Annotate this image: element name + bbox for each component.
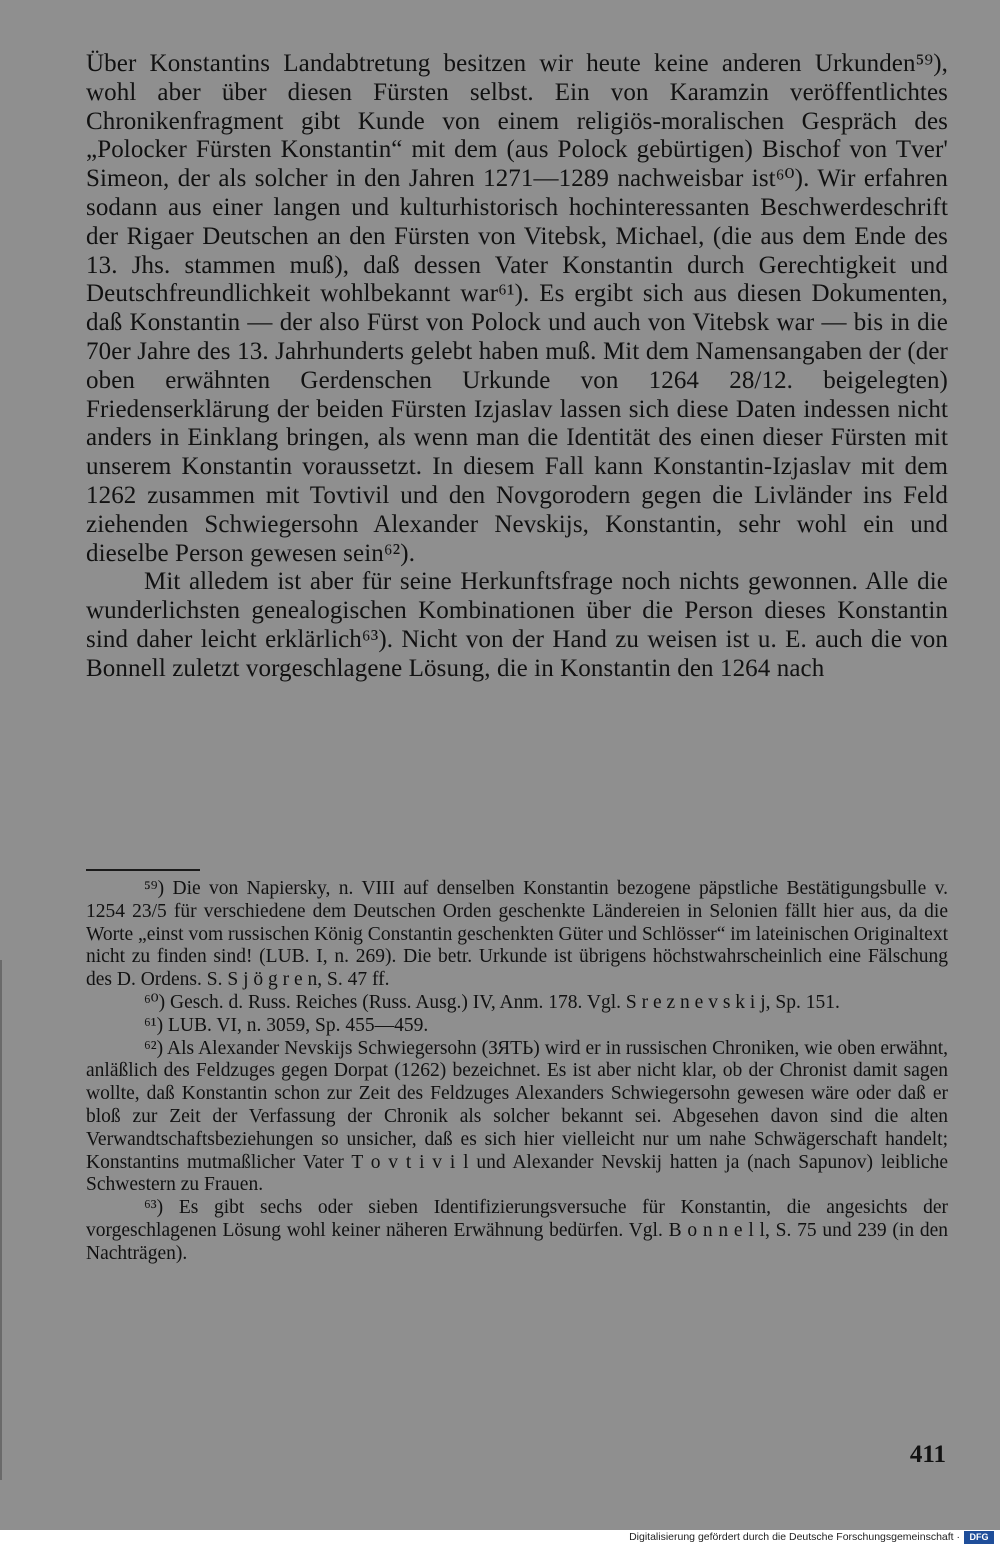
page-number: 411 xyxy=(909,1441,946,1468)
footnotes xyxy=(86,878,948,1266)
paragraph-2: Mit alledem ist aber für seine Herkunftsfrage noch nichts gewonnen. Alle die wunderlichsten genealogischen Kombinationen über die Person dieses Konstantin sind daher leicht erklärlich⁶³). Nicht von der Hand zu weisen ist u. E. auch die von Bonnell zuletzt vorgeschlagene Lösung, die in Konstantin den 1264 nach xyxy=(86,568,948,682)
footnote-separator xyxy=(86,869,200,871)
main-text xyxy=(86,50,948,684)
footnote-60: ⁶⁰) Gesch. d. Russ. Reiches (Russ. Ausg.) IV, Anm. 178. Vgl. S r e z n e v s k i j, Sp. 151. xyxy=(144,991,840,1013)
footer-credit: Digitalisierung gefördert durch die Deutsche Forschungsgemeinschaft · xyxy=(629,1531,960,1543)
dfg-logo: DFG xyxy=(964,1531,994,1544)
paragraph-1: Über Konstantins Landabtretung besitzen wir heute keine anderen Urkunden⁵⁹), wohl aber über diesen Fürsten selbst. Ein von Karamzin veröffentlichtes Chronikenfragment gibt Kunde von einem religiös-moralischen Gespräch des „Polocker Fürsten Konstantin“ mit dem (aus Polock gebürtigen) Bischof von Tver' Simeon, der als solcher in den Jahren 1271—1289 nachweisbar ist⁶⁰). Wir erfahren sodann aus einer langen und kulturhistorisch hochinteressanten Beschwerdeschrift der Rigaer Deutschen an den Fürsten von Vitebsk, Michael, (die aus dem Ende des 13. Jhs. stammen muß), daß dessen Vater Konstantin durch Gerechtigkeit und Deutschfreundlichkeit wohlbekannt war⁶¹). Es ergibt sich aus diesen Dokumenten, daß Konstantin — der also Fürst von Polock und auch von Vitebsk war — bis in die 70er Jahre des 13. Jahrhunderts gelebt haben muß. Mit dem Namensangaben der (der oben erwähnten Gerdenschen Urkunde von 1264 28/12. beigelegten) Friedenserklärung der beiden Fürsten Izjaslav lassen sich diese Daten indessen nicht anders in Einklang bringen, als wenn man die Identität des einen dieser Fürsten mit unserem Konstantin voraussetzt. In diesem Fall kann Konstantin-Izjaslav mit dem 1262 zusammen mit Tovtivil und den Novgorodern gegen die Livländer ins Feld ziehenden Schwiegersohn Alexander Nevskijs, Konstantin, sehr wohl ein und dieselbe Person gewesen sein⁶²). xyxy=(86,50,948,567)
footnote-62: ⁶²) Als Alexander Nevskijs Schwiegersohn (ЗЯТЬ) wird er in russischen Chroniken, wie oben erwähnt, anläßlich des Feldzuges gegen Dorpat (1262) bezeichnet. Es ist aber nicht klar, ob der Chronist damit sagen wollte, daß Konstantin schon zur Zeit des Feldzuges Alexanders Schwiegersohn gewesen wäre oder daß er bloß zur Zeit der Verfassung der Chronik als solcher bekannt sei. Abgesehen davon sind die alten Verwandtschaftsbeziehungen so unsicher, daß es sich hier vielleicht nur um nahe Schwägerschaft handelt; Konstantins mutmaßlicher Vater T o v t i v i l und Alexander Nevskij hatten ja (nach Sapunov) leibliche Schwestern zu Frauen. xyxy=(86,1037,948,1196)
footnote-61: ⁶¹) LUB. VI, n. 3059, Sp. 455—459. xyxy=(144,1014,429,1036)
footnote-63: ⁶³) Es gibt sechs oder sieben Identifizierungsversuche für Konstantin, die angesichts der vorgeschlagenen Lösung wohl keiner näheren Erwähnung bedürfen. Vgl. B o n n e l l, S. 75 und 239 (in den Nachträgen). xyxy=(86,1197,948,1264)
footnote-59: ⁵⁹) Die von Napiersky, n. VIII auf denselben Konstantin bezogene päpstliche Bestätigungsbulle v. 1254 23/5 für verschiedene dem Deutschen Orden geschenkte Ländereien in Selonien fällt hier aus, da die Worte „einst vom russischen König Constantin geschenkten Güter und Schlösser“ im lateinischen Originaltext nicht zu finden sind! (LUB. I, n. 269). Die betr. Urkunde ist übrigens höchstwahrscheinlich eine Fälschung des D. Ordens. S. S j ö g r e n, S. 47 ff. xyxy=(86,878,948,991)
scan-edge-mark xyxy=(0,960,2,1480)
